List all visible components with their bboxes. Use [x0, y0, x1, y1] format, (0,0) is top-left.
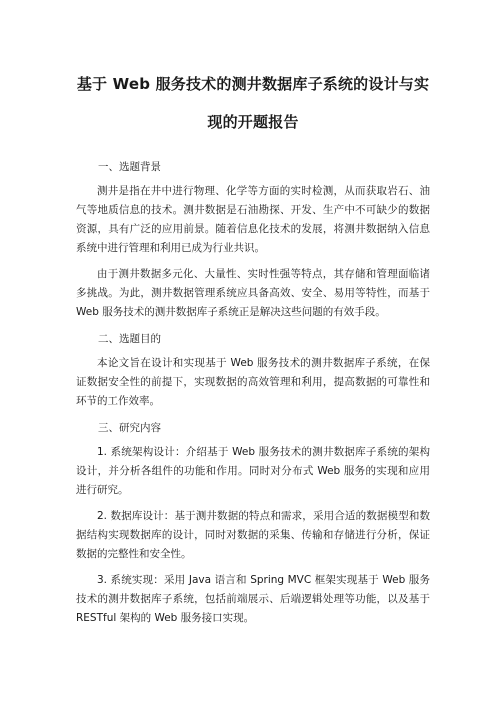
- section-purpose: [76, 330, 430, 411]
- section-heading: 二、选题目的: [98, 333, 161, 345]
- paragraph: 本论文旨在设计和实现基于 Web 服务技术的测井数据库子系统，在保证数据安全性的前提下，实现数据的高效管理和利用，提高数据的可靠性和环节的工作效率。: [76, 357, 430, 407]
- paragraph: 2. 数据库设计：基于测井数据的特点和需求，采用合适的数据模型和数据结构实现数据库的设计，同时对数据的采集、传输和存储进行分析，保证数据的完整性和安全性。: [76, 510, 430, 560]
- title-line-1: 基于 Web 服务技术的测井数据库子系统的设计与实: [76, 75, 430, 93]
- paragraph: 测井是指在井中进行物理、化学等方面的实时检测，从而获取岩石、油气等地质信息的技术。测井数据是石油勘探、开发、生产中不可缺少的数据资源，具有广泛的应用前景。随着信息化技术的发展，将测井数据纳入信息系统中进行管理和利用已成为行业共识。: [76, 185, 430, 254]
- paragraph: 1. 系统架构设计：介绍基于 Web 服务技术的测井数据库子系统的架构设计，并分析各组件的功能和作用。同时对分布式 Web 服务的实现和应用进行研究。: [76, 446, 430, 496]
- section-background: [76, 158, 430, 322]
- title-line-2: 现的开题报告: [207, 113, 299, 131]
- paragraph: 3. 系统实现：采用 Java 语言和 Spring MVC 框架实现基于 Web 服务技术的测井数据库子系统，包括前端展示、后端逻辑处理等功能，以及基于 RESTful 架构的 Web 服务接口实现。: [76, 574, 430, 624]
- section-research-content: [76, 419, 430, 628]
- paragraph: 由于测井数据多元化、大量性、实时性强等特点，其存储和管理面临诸多挑战。为此，测井数据管理系统应具备高效、安全、易用等特性，而基于 Web 服务技术的测井数据库子系统正是解决这些问题的有效手段。: [76, 268, 430, 318]
- document-title: [76, 66, 430, 140]
- section-heading: 三、研究内容: [98, 422, 161, 434]
- section-heading: 一、选题背景: [98, 161, 161, 173]
